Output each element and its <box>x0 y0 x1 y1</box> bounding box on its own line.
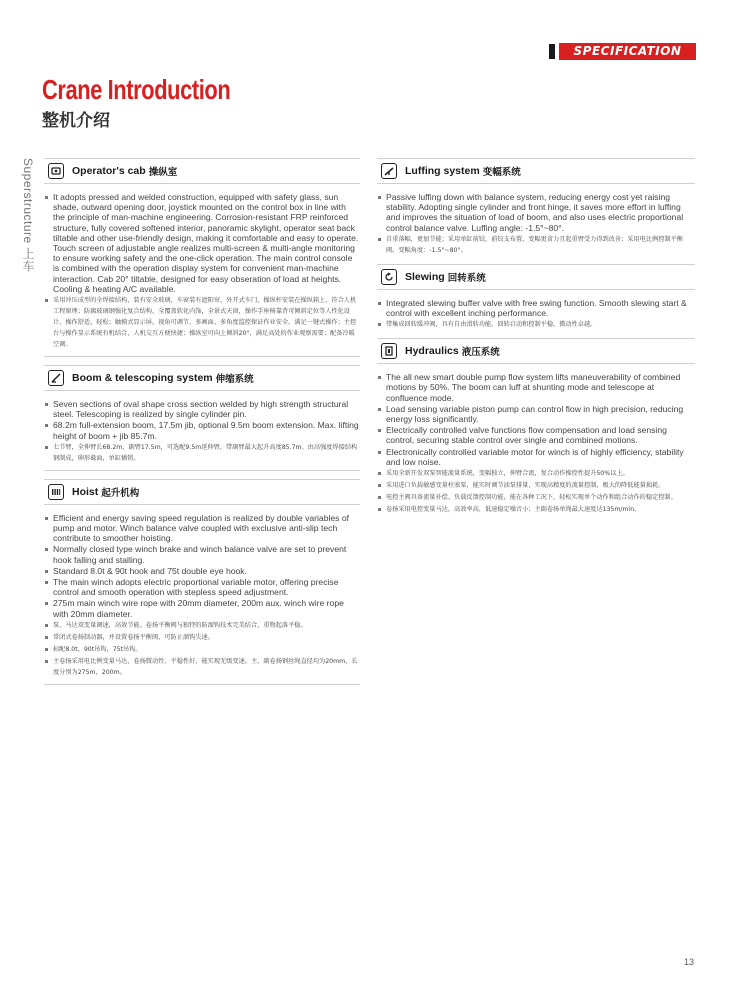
operator-cab-icon <box>48 163 64 179</box>
list-item: 七节臂，全伸臂长68.2m，副臂17.5m，可选配9.5m延伸臂，带副臂最大起升高度85.7m。由高强度焊接结构钢制成，卵形截面，单缸插销。 <box>44 442 360 464</box>
page-subtitle: 整机介绍 <box>42 111 110 131</box>
list-item: The all new smart double pump flow system lifts maneuverability of combined motions by 50%. The boom can luff at shunting mode and telescope at confluence mode. <box>377 372 695 403</box>
section-title-en: Slewing <box>405 270 445 283</box>
section-boom-telescoping <box>44 365 360 471</box>
list-item: 采用冲压成型的全焊接结构，装有安全玻璃，车窗装有遮阳帘，外开式车门，操纵杆安装在操纵箱上，符合人机工程原理；防腐玻璃钢强化复合结构，全覆盖软化内饰，全景式天窗，操作手座椅靠背可倾斜定位等人性化设计，操作舒适，轻松；触摸式显示屏，视角可调节，多画面、多角度监控保证作业安全，满足一键式操作；主控台与操作显示系统有机结合，人机交互方便快捷；操纵室可向上倾斜20°，满足高处的作业观察需要；配备冷暖空调。 <box>44 295 360 350</box>
list-item: 带集成回转缓冲阀，具有自由滑转功能，回转启动和控制平稳，微动性卓越。 <box>377 319 695 330</box>
page-title: Crane Introduction <box>42 74 231 105</box>
luffing-icon <box>381 163 397 179</box>
list-item: 采用进口负载敏感变量柱塞泵，能实时调节油泵排量，实现高精度的流量控制，极大的降低能量损耗。 <box>377 480 695 491</box>
specification-badge: SPECIFICATION <box>559 43 696 60</box>
list-item: 标配8.0t、90t吊钩，75t吊钩。 <box>44 644 360 655</box>
section-title-cn: 液压系统 <box>461 347 500 359</box>
divider <box>44 470 360 471</box>
spec-bar-accent <box>549 44 555 59</box>
slewing-icon <box>381 269 397 285</box>
section-operators-cab <box>44 158 360 357</box>
section-hydraulics <box>377 338 695 515</box>
list-item: Passive luffing down with balance system, reducing energy cost yet raising stability. Adopting single cylinder and front hinge, it saves more effort in luffing and improves the situation of load of boom, and also uses electric proportional control balance valve. Luffing angle: -1.5°~80°. <box>377 192 695 233</box>
section-title-en: Operator's cab <box>72 165 146 177</box>
list-item: Seven sections of oval shape cross section welded by high strength structural steel. Telescoping is realized by single cylinder pin. <box>44 399 360 419</box>
side-label: Superstructure 上车 <box>21 158 35 273</box>
list-item: 275m main winch wire rope with 20mm diameter, 200m aux. winch wire rope with 20mm diameter. <box>44 598 360 618</box>
section-header <box>44 479 360 505</box>
section-header <box>377 158 695 184</box>
section-header <box>44 365 360 391</box>
list-item: Normally closed type winch brake and winch balance valve are set to prevent hook falling and stalling. <box>44 544 360 564</box>
list-item: Load sensing variable piston pump can control flow in high precision, reducing energy loss significantly. <box>377 404 695 424</box>
left-column <box>44 158 360 693</box>
list-item: Efficient and energy saving speed regulation is realized by double variables of pump and motor. Winch balance valve coupled with exclusive anti-slip tech contribute to smoother hoisting. <box>44 513 360 544</box>
list-item: It adopts pressed and welded construction, equipped with safety glass, sun shade, outward opening door, joystick mounted on the control box in line with the principle of man-machine engineering. Corrosion-resistant FRP reinforced structure, fully covered softened interior, panoramic skylight, operator seat back tiltable and other use-friendly design, making it comfortable and easy to operate. Touch screen of adjustable angle realizes multi-screen & multi-angle monitoring to ensure working safety and the one-click operation. The main control console is combined with the operation display system for convenient man-machine interaction. Cab 20° tiltable, designed for easy obseration of load at heights. Cooling & heating A/C available. <box>44 192 360 294</box>
list-item: 卷扬采用电控变量马达，高效率高，低速稳定噪音小；主副卷扬单绳最大速度达135m/min。 <box>377 504 695 515</box>
list-item: Electronically controlled variable motor for winch is of highly efficiency, stability and low noise. <box>377 447 695 467</box>
list-item: Electrically controlled valve functions flow compensation and load sensing control, securing stable control over single and combined motions. <box>377 425 695 445</box>
boom-icon <box>48 370 64 386</box>
right-column <box>377 158 695 523</box>
divider <box>44 684 360 685</box>
section-title-cn: 变幅系统 <box>482 167 521 178</box>
section-title-cn: 回转系统 <box>447 272 486 284</box>
list-item: 电控主阀具备流量补偿、负载反馈控制功能，能在各种工况下，轻松实现单个动作和组合动作的稳定控制。 <box>377 492 695 503</box>
section-title-cn: 伸缩系统 <box>215 374 254 386</box>
section-slewing <box>377 264 695 330</box>
divider <box>44 356 360 357</box>
hydraulics-icon <box>381 343 397 359</box>
list-item: The main winch adopts electric proportional variable motor, offering precise control and smooth operation with stepless speed adjustment. <box>44 577 360 597</box>
section-header <box>377 338 695 364</box>
section-title-cn: 操纵室 <box>148 167 178 178</box>
list-item: 常闭式卷扬制动器，并设置卷扬平衡阀，可防止溜钩失速。 <box>44 632 360 643</box>
list-item: 68.2m full-extension boom, 17.5m jib, optional 9.5m boom extension. Max. lifting height of boom + jib 85.7m. <box>44 420 360 440</box>
section-hoist <box>44 479 360 685</box>
section-title-cn: 起升机构 <box>101 487 140 499</box>
section-title-en: Luffing system <box>405 165 480 177</box>
section-luffing <box>377 158 695 256</box>
list-item: 自重落幅，更加节能；采用单缸前铰，前铰支布置，变幅更省力且起重臂受力得到改善；采用电比例控制平衡阀。变幅角度：-1.5°~80°。 <box>377 234 695 256</box>
list-item: 采用全新开发双泵智能流量系统，变幅独立，伸臂合流，复合动作操控性提升50%以上。 <box>377 468 695 479</box>
section-title-en: Hoist <box>72 485 99 498</box>
list-item: 泵、马达双变量调速，高效节能。卷扬平衡阀与独特的防溜钩技术完美结合，重物起落平稳。 <box>44 620 360 631</box>
section-header <box>377 264 695 290</box>
section-header <box>44 158 360 184</box>
section-title-en: Boom & telescoping system <box>72 372 213 385</box>
hoist-icon <box>48 484 64 500</box>
list-item: Integrated slewing buffer valve with free swing function. Smooth slewing start & control with excellent inching performance. <box>377 298 695 318</box>
page-number: 13 <box>684 957 695 967</box>
section-title-en: Hydraulics <box>405 345 459 358</box>
list-item: 主卷扬采用电比例变量马达，卷扬微动性、平稳性好，能实现无级变速。主、副卷扬钢丝绳直径均为20mm，长度分别为275m，200m。 <box>44 656 360 678</box>
list-item: Standard 8.0t & 90t hook and 75t double eye hook. <box>44 566 360 576</box>
